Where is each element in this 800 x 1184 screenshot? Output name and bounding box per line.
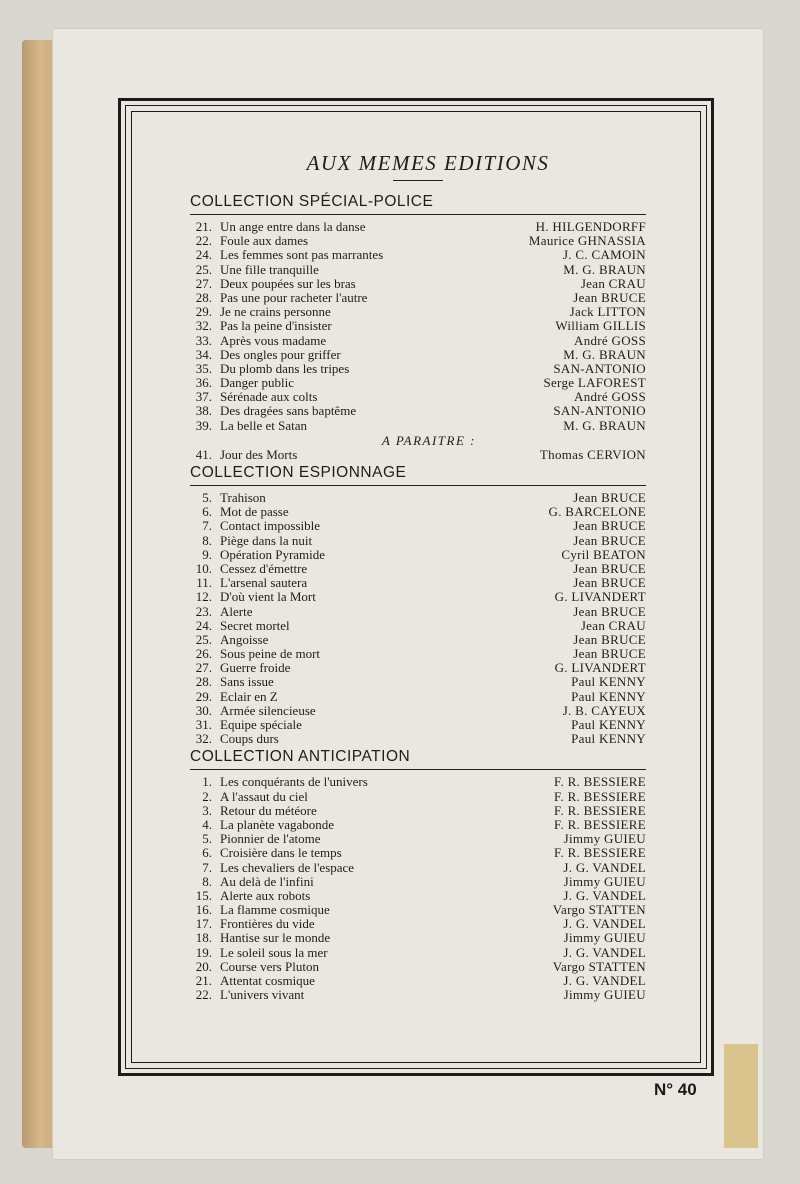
book-list-row (190, 576, 646, 590)
book-list-row (190, 263, 646, 277)
book-author: Paul KENNY (571, 688, 646, 704)
book-list-row (190, 548, 646, 562)
book-list-row (190, 590, 646, 604)
book-list-row (190, 519, 646, 533)
book-number: 17. (195, 916, 212, 932)
book-list-row (190, 661, 646, 675)
book-author: J. G. VANDEL (563, 973, 646, 988)
book-list-row (190, 534, 646, 548)
book-number: 18. (195, 930, 212, 946)
book-number: 24. (195, 247, 212, 263)
book-list-row (190, 291, 646, 305)
book-list-row (190, 505, 646, 519)
collection-title: COLLECTION ESPIONNAGE (190, 464, 407, 481)
book-title: Des dragées sans baptême (220, 404, 357, 419)
book-author: Jimmy GUIEU (563, 987, 646, 1003)
book-list-row (190, 675, 646, 689)
book-author: Maurice GHNASSIA (528, 233, 646, 249)
section-divider (190, 485, 646, 486)
book-list-row (190, 390, 646, 404)
book-author: J. G. VANDEL (563, 859, 646, 875)
book-number: 6. (202, 845, 212, 861)
book-number: 35. (195, 360, 212, 376)
book-author: Jean BRUCE (573, 603, 646, 619)
book-author: F. R. BESSIERE (553, 802, 646, 818)
book-title: Foule aux dames (220, 234, 309, 249)
book-author: M. G. BRAUN (563, 417, 646, 433)
book-list-row (190, 404, 646, 418)
book-number: 22. (195, 233, 212, 249)
book-author: F. R. BESSIERE (553, 845, 646, 861)
book-title: Hantise sur le monde (220, 931, 331, 946)
book-list-row (190, 946, 646, 960)
book-title: La belle et Satan (220, 418, 307, 433)
book-author: SAN-ANTONIO (553, 403, 646, 419)
book-author: M. G. BRAUN (563, 261, 646, 277)
book-title: Pionnier de l'atome (220, 832, 321, 847)
book-title: Guerre froide (220, 661, 291, 676)
book-list-row (190, 931, 646, 945)
book-number: 39. (195, 417, 212, 433)
book-author: F. R. BESSIERE (553, 816, 646, 832)
book-author: Jean BRUCE (573, 532, 646, 548)
book-list-row (190, 248, 646, 262)
title-divider (393, 180, 443, 181)
book-list-row (190, 917, 646, 931)
book-number: 31. (195, 717, 212, 732)
book-title: Croisière dans le temps (220, 846, 342, 861)
book-list-row (190, 974, 646, 988)
book-author: H. HILGENDORFF (535, 219, 646, 234)
book-number: 19. (195, 944, 212, 960)
book-author: Jack LITTON (569, 304, 646, 320)
book-number: 16. (195, 902, 212, 918)
book-title: Trahison (220, 491, 266, 505)
book-title: Secret mortel (220, 618, 290, 633)
book-list-row (190, 861, 646, 875)
book-author: André GOSS (574, 389, 646, 405)
book-list-row (190, 704, 646, 718)
book-title: L'univers vivant (220, 988, 305, 1003)
book-list-row (190, 960, 646, 974)
upcoming-subheading: A PARAITRE : (381, 432, 476, 448)
book-number: 33. (195, 332, 212, 348)
book-list-row (190, 605, 646, 619)
book-title: Angoisse (220, 632, 269, 647)
book-author: Jean CRAU (580, 617, 646, 633)
book-list-row (190, 875, 646, 889)
collection-section (190, 746, 646, 1002)
book-title: A l'assaut du ciel (220, 789, 308, 804)
book-number: 8. (202, 873, 212, 889)
book-title: Retour du météore (220, 803, 317, 818)
catalog-title: AUX MEMES EDITIONS (306, 151, 550, 175)
book-title: Pas la peine d'insister (220, 319, 332, 334)
book-title: La planète vagabonde (220, 817, 335, 832)
book-number: 1. (202, 774, 212, 790)
book-number: 22. (195, 987, 212, 1003)
book-title: Cessez d'émettre (220, 561, 308, 576)
book-list-row (190, 988, 646, 1002)
book-author: G. LIVANDERT (554, 660, 646, 676)
book-author: Thomas CERVION (539, 446, 646, 462)
book-author: Jean BRUCE (573, 560, 646, 576)
book-number: 5. (202, 490, 212, 505)
collection-sections (190, 191, 646, 1002)
book-number: 24. (195, 617, 212, 633)
book-list-row (190, 376, 646, 390)
book-list-row (190, 804, 646, 818)
book-title: Deux poupées sur les bras (220, 276, 356, 291)
book-author: Jean BRUCE (573, 631, 646, 647)
book-number: 7. (202, 859, 212, 875)
book-author: Vargo STATTEN (552, 958, 646, 974)
book-author: J. G. VANDEL (563, 944, 646, 960)
book-list-row (190, 419, 646, 433)
book-list-row (190, 790, 646, 804)
book-author: Jean BRUCE (573, 289, 646, 305)
book-title: Frontières du vide (220, 917, 315, 932)
book-number: 3. (202, 802, 212, 818)
book-title: Course vers Pluton (220, 959, 319, 974)
book-title: Armée silencieuse (220, 703, 316, 718)
book-author: Paul KENNY (571, 731, 646, 747)
book-number: 10. (195, 560, 212, 576)
book-number: 15. (195, 887, 212, 903)
tape-strip (724, 1044, 758, 1148)
book-author: Jean BRUCE (573, 490, 646, 505)
book-list-row (190, 732, 646, 746)
book-list-row (190, 562, 646, 576)
book-title: Des ongles pour griffer (220, 347, 341, 362)
book-author: J. G. VANDEL (563, 916, 646, 932)
book-number: 7. (202, 518, 212, 534)
book-number: 12. (195, 589, 212, 605)
book-list-row (190, 633, 646, 647)
book-list-row (190, 818, 646, 832)
book-list-row (190, 647, 646, 661)
book-title: Je ne crains personne (220, 305, 331, 320)
book-number: 2. (202, 788, 212, 804)
book-title: Contact impossible (220, 519, 321, 534)
book-list-row (190, 491, 646, 505)
book-author: Jean BRUCE (573, 518, 646, 534)
book-number: 37. (195, 389, 212, 405)
book-author: Vargo STATTEN (552, 902, 646, 918)
book-number: 32. (195, 318, 212, 334)
book-title: Alerte (220, 604, 253, 619)
book-number: 34. (195, 346, 212, 362)
book-title: Les conquérants de l'univers (220, 775, 368, 790)
book-list-row (190, 305, 646, 319)
book-author: F. R. BESSIERE (553, 788, 646, 804)
book-title: Les femmes sont pas marrantes (220, 248, 384, 263)
collection-section (190, 191, 646, 462)
section-divider (190, 214, 646, 215)
collection-section (190, 462, 646, 746)
book-author: Serge LAFOREST (543, 375, 646, 391)
book-title: Jour des Morts (220, 447, 298, 462)
book-title: D'où vient la Mort (220, 590, 316, 605)
book-title: Danger public (220, 376, 295, 391)
book-number: 38. (195, 403, 212, 419)
book-number: 20. (195, 958, 212, 974)
book-number: 30. (195, 702, 212, 718)
book-title: Sous peine de mort (220, 647, 321, 662)
book-number: 9. (202, 546, 212, 562)
book-author: M. G. BRAUN (563, 346, 646, 362)
book-author: J. G. VANDEL (563, 887, 646, 903)
upcoming-book-row (190, 448, 646, 462)
book-number: 27. (195, 660, 212, 676)
book-list-row (190, 775, 646, 789)
book-number: 23. (195, 603, 212, 619)
book-title: Après vous madame (220, 333, 327, 348)
book-list-row (190, 334, 646, 348)
book-list-row (190, 619, 646, 633)
book-title: Une fille tranquille (220, 262, 319, 277)
issue-number: N° 40 (654, 1080, 697, 1099)
book-list-row (190, 718, 646, 732)
book-title: Coups durs (220, 732, 279, 747)
book-author: Jean CRAU (580, 275, 646, 291)
book-title: Equipe spéciale (220, 718, 302, 732)
book-list-row (190, 319, 646, 333)
book-title: Le soleil sous la mer (220, 945, 328, 960)
book-list-row (190, 690, 646, 704)
book-number: 26. (195, 646, 212, 662)
book-title: L'arsenal sautera (220, 576, 308, 591)
book-title: Opération Pyramide (220, 547, 326, 562)
book-author: Jean BRUCE (573, 646, 646, 662)
book-author: Jimmy GUIEU (563, 930, 646, 946)
book-number: 8. (202, 532, 212, 548)
collection-title: COLLECTION SPÉCIAL-POLICE (190, 193, 434, 210)
book-list-row (190, 234, 646, 248)
book-author: J. C. CAMOIN (562, 247, 646, 263)
book-list-row (190, 362, 646, 376)
book-author: André GOSS (574, 332, 646, 348)
book-title: Mot de passe (220, 505, 289, 520)
book-author: Jimmy GUIEU (563, 831, 646, 847)
book-title: Sans issue (220, 675, 274, 690)
book-author: William GILLIS (555, 318, 646, 334)
book-list-row (190, 903, 646, 917)
book-list-row (190, 220, 646, 234)
book-title: Les chevaliers de l'espace (220, 860, 355, 875)
book-number: 21. (195, 219, 212, 234)
book-author: Jimmy GUIEU (563, 873, 646, 889)
book-number: 29. (195, 304, 212, 320)
book-number: 21. (195, 973, 212, 988)
book-author: F. R. BESSIERE (553, 774, 646, 790)
book-list-row (190, 889, 646, 903)
book-title: Piège dans la nuit (220, 533, 313, 548)
catalog-content (190, 150, 646, 1002)
book-title: Du plomb dans les tripes (220, 361, 350, 376)
book-number: 25. (195, 261, 212, 277)
book-number: 28. (195, 674, 212, 690)
book-list-row (190, 277, 646, 291)
book-title: Eclair en Z (220, 689, 278, 704)
book-number: 36. (195, 375, 212, 391)
book-number: 27. (195, 275, 212, 291)
book-author: Paul KENNY (571, 717, 646, 732)
book-number: 32. (195, 731, 212, 747)
book-author: G. LIVANDERT (554, 589, 646, 605)
collection-title: COLLECTION ANTICIPATION (190, 748, 411, 766)
book-title: Sérénade aux colts (220, 390, 318, 405)
book-title: Attentat cosmique (220, 974, 315, 988)
section-divider (190, 769, 646, 770)
book-title: La flamme cosmique (220, 903, 330, 918)
book-number: 28. (195, 289, 212, 305)
book-author: J. B. CAYEUX (562, 702, 646, 718)
book-list-row (190, 832, 646, 846)
book-title: Un ange entre dans la danse (220, 220, 366, 234)
book-author: Jean BRUCE (573, 575, 646, 591)
book-author: Paul KENNY (571, 674, 646, 690)
book-title: Pas une pour racheter l'autre (220, 290, 368, 305)
book-number: 25. (195, 631, 212, 647)
book-number: 41. (195, 446, 212, 462)
book-number: 11. (196, 575, 212, 591)
book-author: SAN-ANTONIO (553, 360, 646, 376)
book-list-row (190, 348, 646, 362)
book-list-row (190, 846, 646, 860)
book-author: Cyril BEATON (561, 546, 646, 562)
book-number: 4. (202, 816, 212, 832)
book-number: 6. (202, 504, 212, 520)
book-number: 29. (195, 688, 212, 704)
book-title: Alerte aux robots (220, 888, 311, 903)
book-number: 5. (202, 831, 212, 847)
book-author: G. BARCELONE (548, 504, 646, 520)
book-title: Au delà de l'infini (220, 874, 314, 889)
